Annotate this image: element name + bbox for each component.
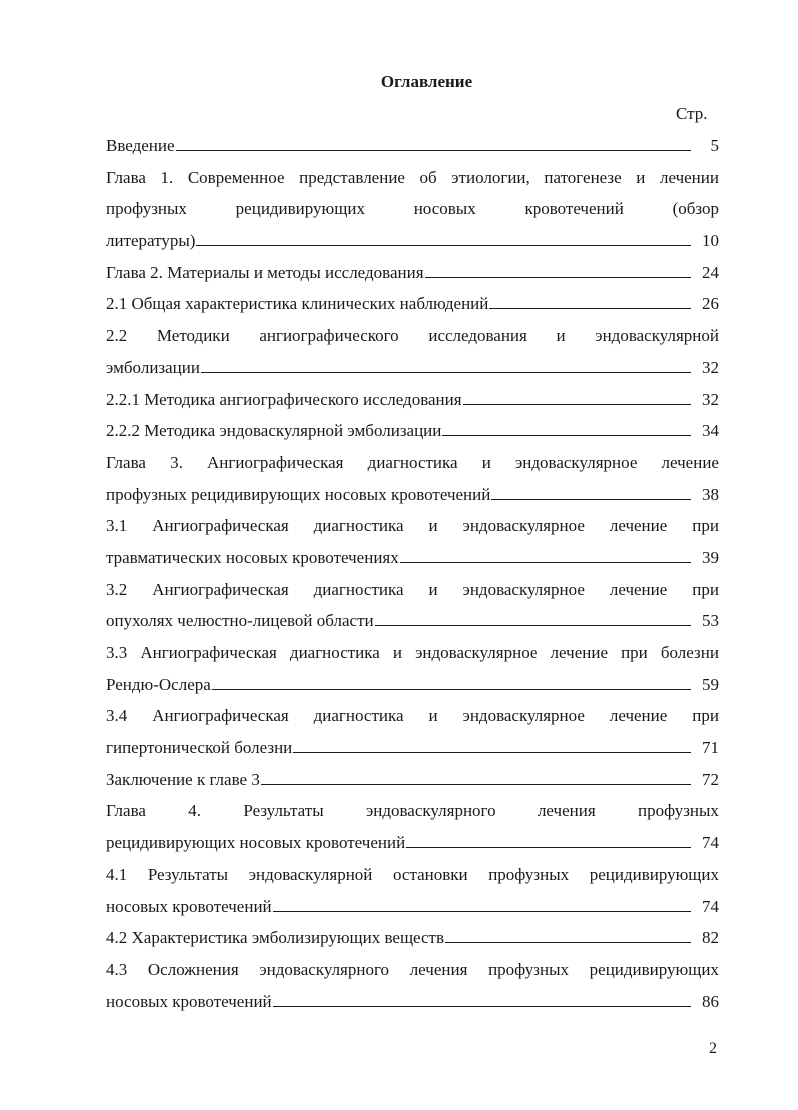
toc-entry bbox=[106, 764, 719, 796]
leader-line bbox=[273, 1006, 691, 1007]
leader-line bbox=[445, 942, 691, 943]
toc-entry bbox=[106, 732, 719, 764]
leader-line bbox=[196, 245, 691, 246]
toc-entry bbox=[106, 257, 719, 289]
toc-entry-line: 4.3 Осложнения эндоваскулярного лечения профузных рецидивирующих bbox=[106, 959, 719, 979]
toc-entry-line: Глава 3. Ангиографическая диагностика и эндоваскулярное лечение bbox=[106, 452, 719, 472]
toc-entry bbox=[106, 891, 719, 923]
toc-entry-line: 2.2 Методики ангиографического исследования и эндоваскулярной bbox=[106, 326, 719, 346]
toc-entry bbox=[106, 479, 719, 511]
toc-entry bbox=[106, 605, 719, 637]
page-number: 2 bbox=[709, 1040, 717, 1057]
toc-entry-page: 72 bbox=[702, 769, 719, 789]
toc-entry-page: 86 bbox=[702, 991, 719, 1011]
toc-entry bbox=[106, 669, 719, 701]
toc-entry-page: 74 bbox=[702, 896, 719, 916]
toc-entry-page: 71 bbox=[702, 738, 719, 758]
toc-entry bbox=[106, 986, 719, 1018]
toc-entry-text: профузных рецидивирующих носовых кровотечений bbox=[106, 484, 491, 504]
toc-entry-text: 4.2 Характеристика эмболизирующих веществ bbox=[106, 928, 445, 948]
leader-line bbox=[463, 404, 691, 405]
toc-entry-line: Глава 4. Результаты эндоваскулярного лечения профузных bbox=[106, 801, 719, 821]
toc-entry-page: 39 bbox=[702, 547, 719, 567]
leader-line bbox=[425, 277, 691, 278]
toc-entry bbox=[106, 384, 719, 416]
toc-entry-page: 24 bbox=[702, 262, 719, 282]
toc-entry bbox=[106, 352, 719, 384]
toc-entry-text: 2.1 Общая характеристика клинических наблюдений bbox=[106, 294, 489, 314]
toc-entry-text: Введение bbox=[106, 136, 175, 155]
toc-entry-text: 2.2.2 Методика эндоваскулярной эмболизации bbox=[106, 421, 442, 441]
leader-line bbox=[212, 689, 691, 690]
leader-line bbox=[293, 752, 691, 753]
toc-entry-page: 59 bbox=[702, 674, 719, 694]
toc-entry-page: 5 bbox=[710, 136, 719, 155]
table-of-contents bbox=[106, 130, 719, 1017]
toc-entry bbox=[106, 415, 719, 447]
toc-entry bbox=[106, 288, 719, 320]
toc-entry-text: носовых кровотечений bbox=[106, 991, 272, 1011]
toc-entry-page: 38 bbox=[702, 484, 719, 504]
leader-line bbox=[261, 784, 691, 785]
toc-entry-page: 32 bbox=[702, 389, 719, 409]
leader-line bbox=[442, 435, 691, 436]
toc-entry-page: 74 bbox=[702, 833, 719, 853]
toc-entry-text: травматических носовых кровотечениях bbox=[106, 547, 399, 567]
toc-entry-page: 26 bbox=[702, 294, 719, 314]
leader-line bbox=[491, 499, 691, 500]
toc-entry bbox=[106, 827, 719, 859]
toc-entry-page: 10 bbox=[702, 231, 719, 251]
toc-entry bbox=[106, 922, 719, 954]
leader-line bbox=[273, 911, 691, 912]
leader-line bbox=[176, 150, 691, 151]
leader-line bbox=[400, 562, 691, 563]
toc-entry-text: рецидивирующих носовых кровотечений bbox=[106, 833, 406, 853]
leader-line bbox=[375, 625, 691, 626]
leader-line bbox=[201, 372, 691, 373]
toc-entry bbox=[106, 542, 719, 574]
toc-entry-line: 3.1 Ангиографическая диагностика и эндоваскулярное лечение при bbox=[106, 516, 719, 536]
toc-entry-text: Рендю-Ослера bbox=[106, 674, 211, 694]
toc-entry-text: Заключение к главе 3 bbox=[106, 769, 260, 789]
toc-entry-text: Глава 2. Материалы и методы исследования bbox=[106, 262, 424, 282]
toc-title: Оглавление bbox=[380, 72, 473, 91]
leader-line bbox=[489, 308, 691, 309]
toc-entry-text: 2.2.1 Методика ангиографического исследования bbox=[106, 389, 462, 409]
toc-entry-text: литературы) bbox=[106, 231, 196, 251]
toc-entry-text: эмболизации bbox=[106, 357, 200, 377]
toc-entry bbox=[106, 225, 719, 257]
toc-entry-line: 4.1 Результаты эндоваскулярной остановки профузных рецидивирующих bbox=[106, 864, 719, 884]
toc-entry-text: опухолях челюстно-лицевой области bbox=[106, 611, 374, 631]
toc-entry-line: 3.4 Ангиографическая диагностика и эндоваскулярное лечение при bbox=[106, 706, 719, 726]
toc-entry-text: носовых кровотечений bbox=[106, 896, 272, 916]
toc-entry-line: 3.2 Ангиографическая диагностика и эндоваскулярное лечение при bbox=[106, 579, 719, 599]
toc-entry-page: 32 bbox=[702, 357, 719, 377]
toc-entry-line: Глава 1. Современное представление об этиологии, патогенезе и лечении bbox=[106, 167, 719, 187]
toc-entry-text: гипертонической болезни bbox=[106, 738, 293, 758]
toc-entry bbox=[106, 130, 719, 162]
toc-entry-line: профузных рецидивирующих носовых кровотечений (обзор bbox=[106, 199, 719, 219]
leader-line bbox=[406, 847, 691, 848]
toc-entry-page: 53 bbox=[702, 611, 719, 631]
toc-entry-line: 3.3 Ангиографическая диагностика и эндоваскулярное лечение при болезни bbox=[106, 643, 719, 662]
toc-entry-page: 82 bbox=[702, 928, 719, 948]
toc-entry-page: 34 bbox=[702, 421, 719, 441]
page-column-label: Стр. bbox=[676, 104, 708, 123]
